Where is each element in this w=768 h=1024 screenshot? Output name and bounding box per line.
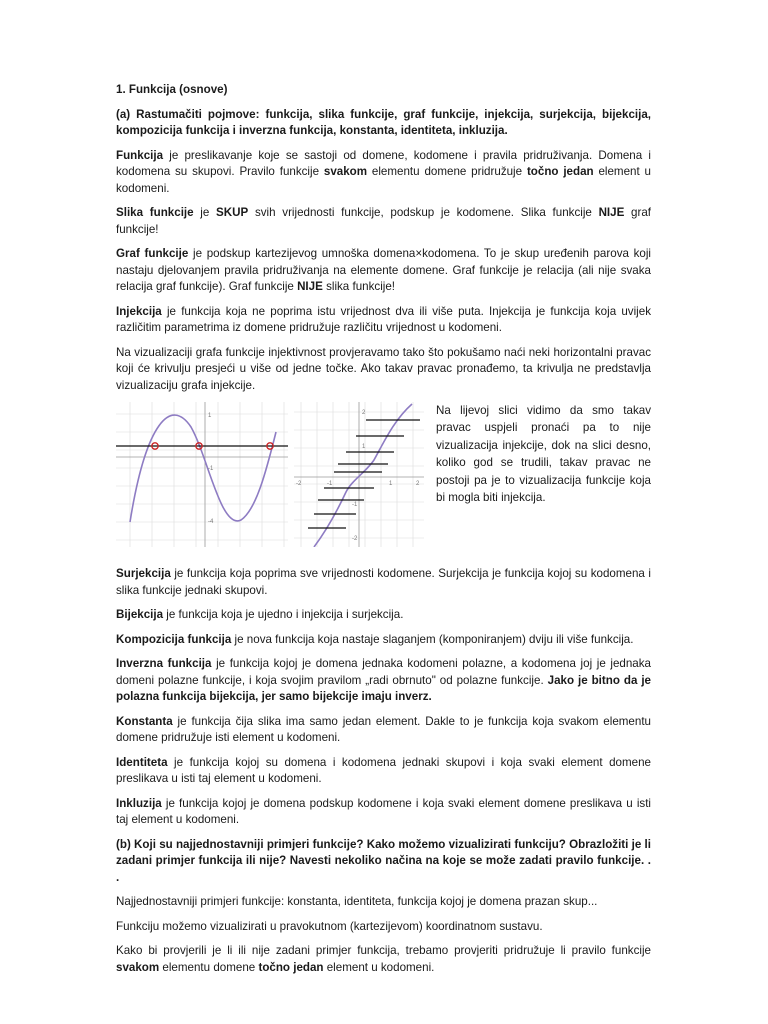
provjeriti-bold-2: točno jedan [258, 960, 324, 974]
term-konstanta: Konstanta [116, 714, 173, 728]
funkcija-text-3: element u kodomeni. [116, 165, 652, 195]
graf-bold-1: NIJE [297, 280, 323, 293]
term-slika: Slika funkcije [116, 206, 194, 219]
provjeriti-text-3: element u kodomeni. [323, 960, 435, 974]
identiteta-text: je funkcija kojoj su domena i kodomena jednaki skupovi i koja svaki element domene preslikava u isti taj element u kodomeni. [116, 755, 651, 785]
term-kompozicija: Kompozicija funkcija [116, 632, 232, 646]
tick-label: -4 [208, 519, 214, 525]
grid-lines [116, 402, 288, 547]
term-inverzna: Inverzna funkcija [116, 657, 212, 670]
tick-label: 2 [362, 410, 366, 416]
injekcija-text: je funkcija koja ne poprima istu vrijednost dva ili više puta. Injekcija je funkcija koja uvijek različitim parametrima iz domene pridružuje različitu vrijednost u kodomeni. [116, 304, 651, 334]
provjeriti-paragraph [116, 943, 651, 976]
funkcija-text-2: elementu domene pridružuje [367, 165, 527, 178]
surjekcija-paragraph [116, 566, 651, 599]
graf-text-1: je podskup kartezijevog umnoška domena×kodomena. To je skup uređenih parova koji nastaju djelovanjem pravila pridruživanja na elemente domene. Graf funkcije je relacija (ali nije svaka relacija graf funkcije). Graf funkcije [116, 247, 651, 293]
provjeriti-text-1: Kako bi provjerili je li ili nije zadani primjer funkcija, trebamo provjeriti pridružuje li pravilo funkcije [116, 944, 651, 957]
slika-bold-1: SKUP [216, 206, 249, 219]
slika-paragraph [116, 205, 651, 238]
term-bijekcija: Bijekcija [116, 608, 164, 621]
section-title: 1. Funkcija (osnove) [116, 83, 228, 96]
tick-label: -1 [352, 502, 358, 508]
horizontal-test-lines [308, 420, 420, 528]
provjeriti-text-2: elementu domene [159, 960, 259, 974]
provjeriti-bold-1: svakom [116, 960, 160, 974]
tick-label: 2 [416, 481, 420, 487]
slika-text-1: je [193, 206, 217, 219]
kompozicija-text: je nova funkcija koja nastaje slaganjem (komponiranjem) dviju ili više funkcija. [231, 632, 634, 646]
term-funkcija: Funkcija [116, 148, 164, 162]
tick-label: -1 [327, 481, 333, 487]
inverzna-paragraph [116, 656, 651, 706]
tick-label: 1 [389, 481, 393, 487]
inverzna-text-1: je funkcija kojoj je domena jednaka kodomeni polazne, a kodomena joj je jednaka domeni polazne funkcije, i koja svojim pravilom „radi obrnuto" od polazne funkcije. [116, 657, 652, 687]
document-content [116, 82, 651, 984]
slika-text-2: svih vrijednosti funkcije, podskup je kodomene. Slika funkcije [248, 206, 599, 219]
bijekcija-paragraph [116, 607, 651, 624]
funkcija-bold-1: svakom [323, 165, 368, 178]
bijekcija-text: je funkcija koja je ujedno i injekcija i surjekcija. [163, 608, 404, 621]
slika-bold-2: NIJE [598, 206, 625, 219]
graf-paragraph [116, 246, 651, 296]
kompozicija-paragraph [116, 632, 651, 649]
term-injekcija: Injekcija [116, 304, 162, 318]
surjekcija-text: je funkcija koja poprima sve vrijednosti kodomene. Surjekcija je funkcija kojoj su kodomena i slika funkcije jednaki skupovi. [116, 567, 651, 597]
figure-caption: Na lijevoj slici vidimo da smo takav pravac uspjeli pronaći pa to nije vizualizacija injekcije, dok na slici desno, koliko god se trudili, takav pravac ne postoji pa je to vizualizacija funkcije koja bi mogla biti injekcija. [436, 404, 651, 505]
funkcija-text-1: je preslikavanje koje se sastoji od domene, kodomene i pravila pridruživanja. Domena i kodomena su skupovi. Pravilo funkcije [116, 148, 651, 178]
tick-label: 1 [208, 413, 212, 419]
inkluzija-paragraph [116, 796, 651, 829]
tick-label: -1 [208, 466, 214, 472]
konstanta-paragraph [116, 714, 651, 747]
slika-text-3: graf funkcije! [116, 206, 652, 236]
part-b-question: (b) Koji su najjednostavniji primjeri funkcije? Kako možemo vizualizirati funkciju? Obrazložiti je li zadani primjer funkcija ili nije? Navesti nekoliko načina na koje se može zadati pravilo funkcije. . . [116, 837, 651, 884]
monotone-graph-figure [294, 402, 424, 547]
term-inkluzija: Inkluzija [116, 796, 162, 810]
part-a-question: (a) Rastumačiti pojmove: funkcija, slika funkcije, graf funkcije, injekcija, surjekcija, bijekcija, kompozicija funkcija i inverzna funkcija, konstanta, identiteta, inkluzija. [116, 107, 651, 137]
identiteta-paragraph [116, 755, 651, 788]
vizualizirati-paragraph: Funkciju možemo vizualizirati u pravokutnom (kartezijevom) koordinatnom sustavu. [116, 919, 543, 933]
term-identiteta: Identiteta [116, 755, 168, 769]
funkcija-paragraph [116, 148, 651, 198]
tick-label: -2 [296, 481, 302, 487]
vizualizacija-paragraph: Na vizualizaciji grafa funkcije injektivnost provjeravamo tako što pokušamo naći neki horizontalni pravac koji će krivulju presjeći u više od jedne točke. Ako takav pravac pronađemo, ta krivulja ne predstavlja vizualizaciju grafa injekcije. [116, 345, 651, 392]
injectivity-figures [116, 402, 651, 552]
tick-label: 1 [362, 444, 366, 450]
inverzna-bold-1: Jako je bitno da je polazna funkcija bijekcija, jer samo bijekcije imaju inverz. [116, 673, 652, 703]
term-graf: Graf funkcije [116, 247, 189, 260]
konstanta-text: je funkcija čija slika ima samo jedan element. Dakle to je funkcija koja svakom elementu domene pridružuje isti element u kodomeni. [116, 714, 651, 744]
najjednostavniji-paragraph: Najjednostavniji primjeri funkcije: konstanta, identiteta, funkcija kojoj je domena prazan skup... [116, 895, 598, 908]
inkluzija-text: je funkcija kojoj je domena podskup kodomene i koja svaki element domene preslikava u isti taj element u kodomeni. [116, 796, 651, 826]
term-surjekcija: Surjekcija [116, 567, 171, 580]
graf-text-2: slika funkcije! [322, 280, 396, 293]
funkcija-bold-2: točno jedan [526, 165, 594, 178]
cubic-graph-figure [116, 402, 288, 547]
injekcija-paragraph [116, 304, 651, 337]
tick-label: -2 [352, 536, 358, 542]
